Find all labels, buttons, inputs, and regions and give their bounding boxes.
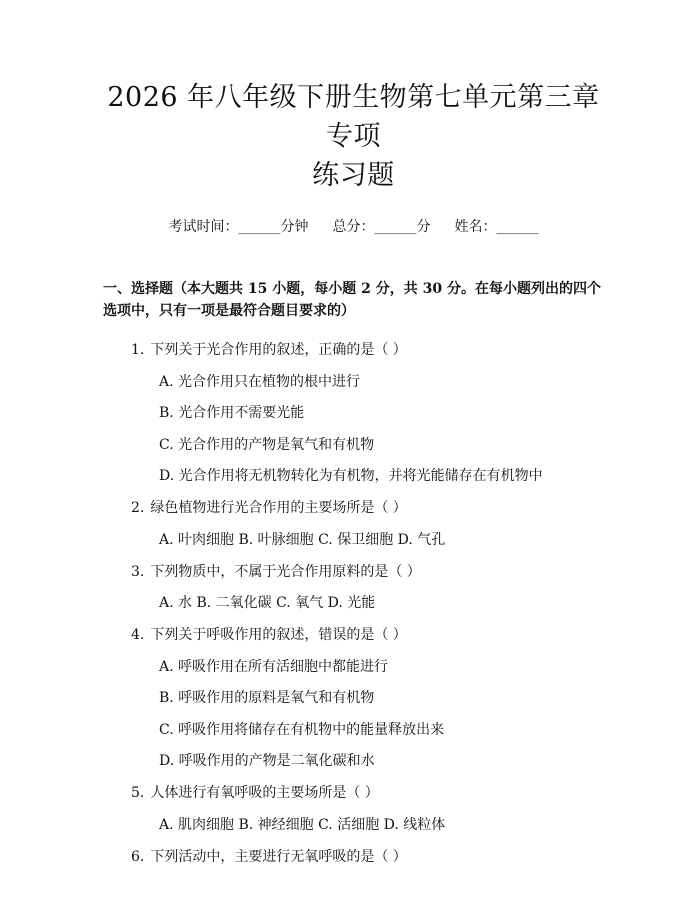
question-text: 下列关于呼吸作用的叙述，错误的是（ ） <box>150 627 407 643</box>
question-list <box>103 334 604 873</box>
question-5 <box>131 777 604 809</box>
question-1 <box>131 334 604 366</box>
question-2 <box>131 492 604 524</box>
question-number: 1. <box>131 342 145 358</box>
question-1-option-d: D. 光合作用将无机物转化为有机物，并将光能储存在有机物中 <box>159 468 543 485</box>
question-2-options: A. 叶肉细胞 B. 叶脉细胞 C. 保卫细胞 D. 气孔 <box>159 531 446 548</box>
page-title <box>103 78 604 195</box>
question-number: 5. <box>131 785 145 801</box>
question-3 <box>131 556 604 588</box>
question-1-option-b: B. 光合作用不需要光能 <box>159 405 305 422</box>
question-text: 下列活动中，主要进行无氧呼吸的是（ ） <box>150 848 407 865</box>
question-4-option-a: A. 呼吸作用在所有活细胞中都能进行 <box>159 658 389 675</box>
question-1-option-a: A. 光合作用只在植物的根中进行 <box>159 373 361 390</box>
question-4 <box>131 619 604 651</box>
exam-info <box>103 217 604 237</box>
question-number: 2. <box>131 500 145 516</box>
question-1-option-c: C. 光合作用的产物是氧气和有机物 <box>159 436 375 453</box>
title-line-2: 练习题 <box>312 160 395 191</box>
question-5-options: A. 肌肉细胞 B. 神经细胞 C. 活细胞 D. 线粒体 <box>159 816 446 833</box>
question-number: 3. <box>131 563 145 580</box>
question-number: 4. <box>131 627 145 643</box>
question-6 <box>131 841 604 873</box>
section-heading: 一、选择题（本大题共 15 小题，每小题 2 分，共 30 分。在每小题列出的四个选项中，只有一项是最符合题目要求的） <box>103 281 601 319</box>
question-4-option-c: C. 呼吸作用将储存在有机物中的能量释放出来 <box>159 721 445 738</box>
question-3-options: A. 水 B. 二氧化碳 C. 氧气 D. 光能 <box>159 595 376 612</box>
question-text: 下列关于光合作用的叙述，正确的是（ ） <box>150 342 407 358</box>
question-4-option-d: D. 呼吸作用的产物是二氧化碳和水 <box>159 753 375 770</box>
question-4-option-b: B. 呼吸作用的原料是氧气和有机物 <box>159 690 375 707</box>
question-number: 6. <box>131 848 145 865</box>
title-line-1: 2026 年八年级下册生物第七单元第三章专项 <box>107 82 600 152</box>
question-text: 下列物质中，不属于光合作用原料的是（ ） <box>150 563 421 580</box>
exam-score: 总分：______分 <box>332 219 431 235</box>
question-text: 绿色植物进行光合作用的主要场所是（ ） <box>150 500 407 516</box>
student-name: 姓名：______ <box>454 219 539 235</box>
question-text: 人体进行有氧呼吸的主要场所是（ ） <box>150 785 379 801</box>
exam-time: 考试时间：______分钟 <box>168 219 309 235</box>
